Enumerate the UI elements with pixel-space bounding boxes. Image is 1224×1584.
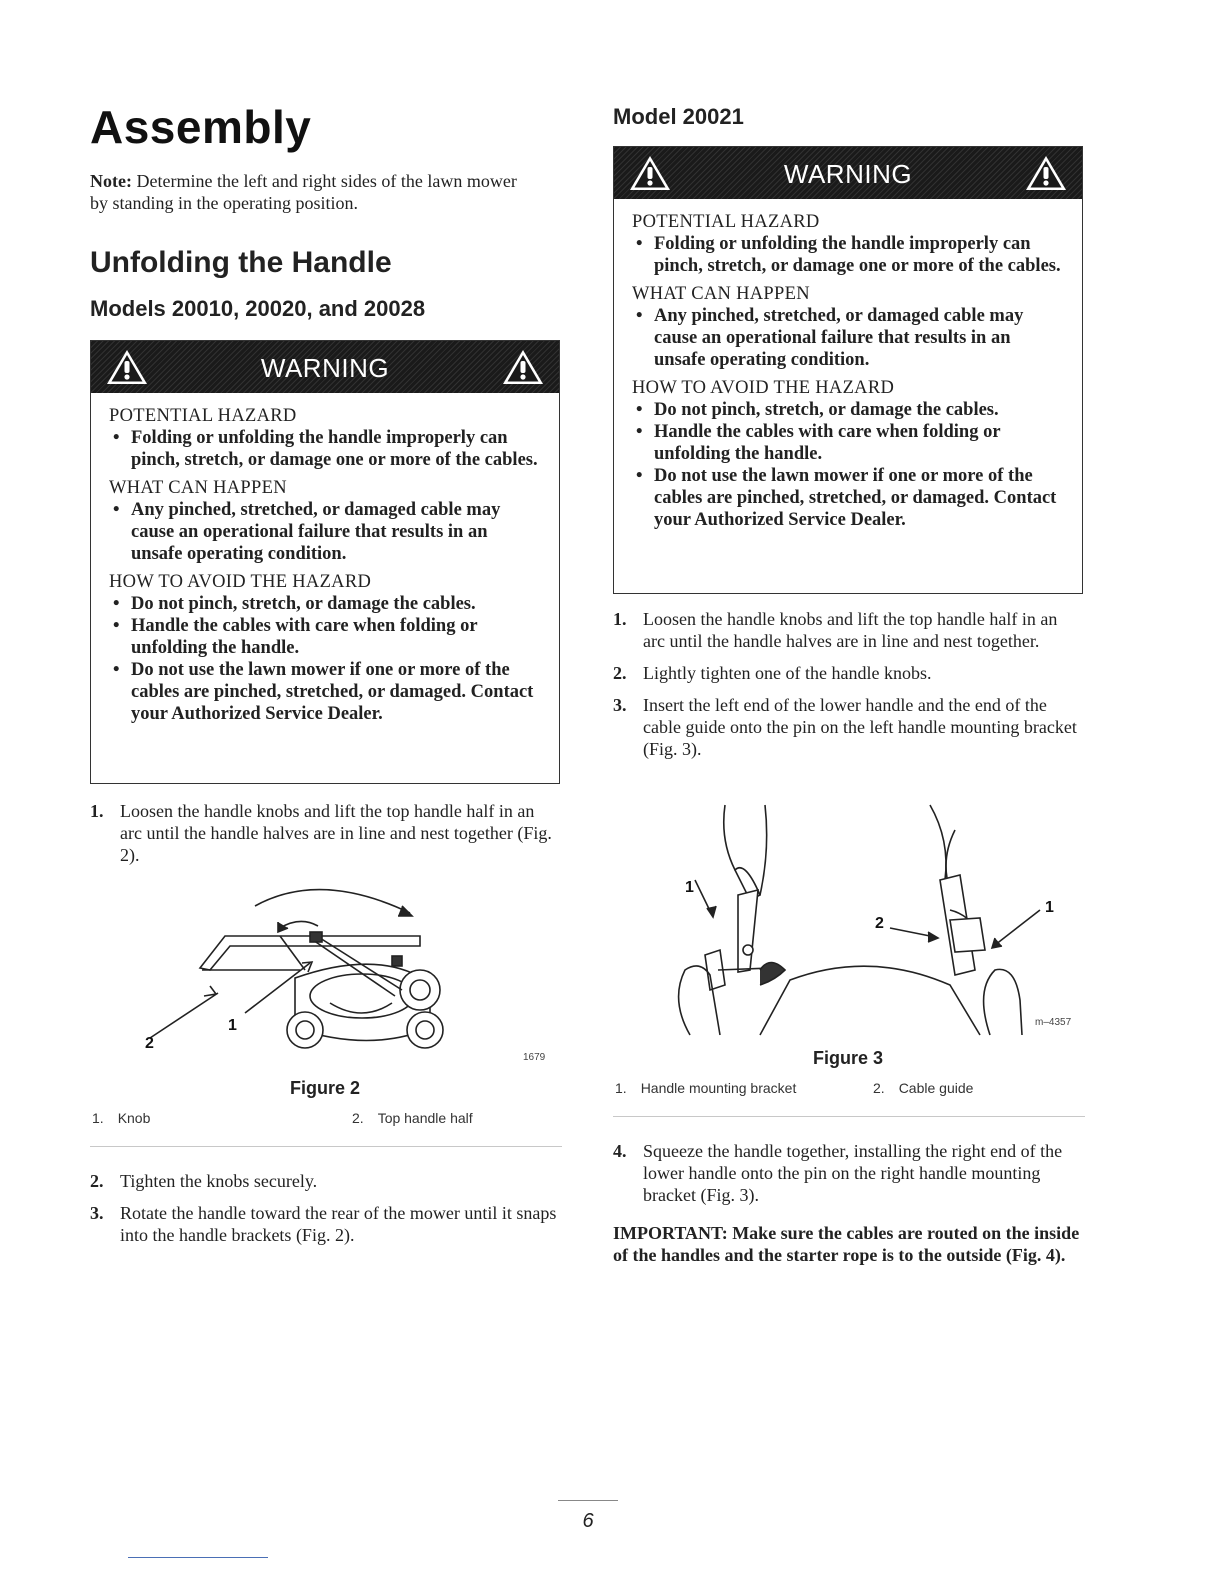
right-steps-a xyxy=(613,608,1083,770)
warning-banner xyxy=(91,341,559,393)
right-steps-b xyxy=(613,1140,1083,1216)
legend-item: 2. Cable guide xyxy=(873,1080,974,1096)
note-text: Determine the left and right sides of the lawn mower by standing in the operating position. xyxy=(90,171,517,213)
avoid-item: • Do not pinch, stretch, or damage the cables. xyxy=(109,593,541,615)
page-title: Assembly xyxy=(90,101,312,153)
happen-heading: WHAT CAN HAPPEN xyxy=(109,478,287,498)
figure-2-caption: Figure 2 xyxy=(289,1078,360,1098)
left-warning-box xyxy=(90,340,560,784)
step-item xyxy=(613,694,1083,760)
avoid-item: • Do not use the lawn mower if one or more of the cables are pinched, stretched, or damaged. Contact your Authorized Service Dealer. xyxy=(109,659,541,725)
hazard-item: • Folding or unfolding the handle improperly can pinch, stretch, or damage one or more of the cables. xyxy=(109,427,541,471)
important-note: IMPORTANT: Make sure the cables are routed on the inside of the handles and the starter rope is to the outside (Fig. 4). xyxy=(613,1223,1080,1265)
step-text: Lightly tighten one of the handle knobs. xyxy=(643,663,932,683)
intro-note xyxy=(90,170,530,214)
figure-id: m–4357 xyxy=(1035,1017,1072,1028)
warning-triangle-icon xyxy=(501,348,545,386)
avoid-heading: HOW TO AVOID THE HAZARD xyxy=(632,378,895,398)
step-text: Squeeze the handle together, installing the right end of the lower handle onto the pin on the right handle mounting bracket (Fig. 3). xyxy=(643,1141,1063,1205)
step-number: 2. xyxy=(613,663,627,683)
page-number: 6 xyxy=(582,1510,594,1532)
happen-item: • Any pinched, stretched, or damaged cable may cause an operational failure that results in an unsafe operating condition. xyxy=(109,499,541,565)
left-subtitle: Models 20010, 20020, and 20028 xyxy=(90,296,426,321)
hazard-heading: POTENTIAL HAZARD xyxy=(109,406,297,426)
avoid-item: • Do not use the lawn mower if one or more of the cables are pinched, stretched, or damaged. Contact your Authorized Service Dealer. xyxy=(632,465,1064,531)
divider xyxy=(90,1146,562,1147)
hazard-item: • Folding or unfolding the handle improperly can pinch, stretch, or damage one or more of the cables. xyxy=(632,233,1064,277)
step-number: 2. xyxy=(90,1171,104,1191)
avoid-heading: HOW TO AVOID THE HAZARD xyxy=(109,572,372,592)
page-number-rule xyxy=(558,1500,618,1501)
step-text: Tighten the knobs securely. xyxy=(120,1171,318,1191)
happen-item: • Any pinched, stretched, or damaged cable may cause an operational failure that results in an unsafe operating condition. xyxy=(632,305,1064,371)
divider xyxy=(613,1116,1085,1117)
avoid-item: • Do not pinch, stretch, or damage the cables. xyxy=(632,399,1064,421)
legend-item: 2. Top handle half xyxy=(352,1110,473,1126)
warning-title: WARNING xyxy=(260,353,390,383)
step-number: 3. xyxy=(613,695,627,715)
step-text: Loosen the handle knobs and lift the top handle half in an arc until the handle halves are in line and nest together (Fig. 2). xyxy=(120,801,552,865)
avoid-item: • Handle the cables with care when folding or unfolding the handle. xyxy=(632,421,1064,465)
callout-2: 2 xyxy=(145,1035,154,1052)
happen-heading: WHAT CAN HAPPEN xyxy=(632,284,810,304)
hazard-heading: POTENTIAL HAZARD xyxy=(632,212,820,232)
section-title: Unfolding the Handle xyxy=(90,246,392,279)
note-label: Note: xyxy=(90,171,132,191)
step-item xyxy=(613,608,1083,652)
figure-2-illustration xyxy=(130,878,560,1068)
warning-triangle-icon xyxy=(1024,154,1068,192)
callout-1: 1 xyxy=(685,879,694,896)
warning-title: WARNING xyxy=(783,159,913,189)
warning-triangle-icon xyxy=(105,348,149,386)
step-number: 1. xyxy=(613,609,627,629)
step-number: 4. xyxy=(613,1141,627,1161)
callout-2: 2 xyxy=(875,915,884,932)
figure-id: 1679 xyxy=(523,1052,546,1063)
step-item xyxy=(613,1140,1083,1206)
step-text: Loosen the handle knobs and lift the top handle half in an arc until the handle halves are in line and nest together. xyxy=(643,609,1058,651)
footer-link-line xyxy=(128,1557,268,1558)
step-item xyxy=(90,800,560,866)
left-steps-b xyxy=(90,1170,560,1256)
left-steps-a xyxy=(90,800,560,876)
legend-item: 1. Handle mounting bracket xyxy=(615,1080,797,1096)
figure-3-illustration xyxy=(650,800,1090,1040)
avoid-item: • Handle the cables with care when folding or unfolding the handle. xyxy=(109,615,541,659)
step-item xyxy=(90,1170,560,1192)
warning-banner xyxy=(614,147,1082,199)
figure-3-caption: Figure 3 xyxy=(812,1048,883,1068)
warning-triangle-icon xyxy=(628,154,672,192)
step-number: 1. xyxy=(90,801,104,821)
step-item xyxy=(90,1202,560,1246)
right-subtitle: Model 20021 xyxy=(613,104,744,129)
step-number: 3. xyxy=(90,1203,104,1223)
step-text: Rotate the handle toward the rear of the mower until it snaps into the handle brackets (Fig. 2). xyxy=(120,1203,557,1245)
callout-1: 1 xyxy=(228,1017,237,1034)
step-text: Insert the left end of the lower handle and the end of the cable guide onto the pin on the left handle mounting bracket (Fig. 3). xyxy=(643,695,1077,759)
step-item xyxy=(613,662,1083,684)
legend-item: 1. Knob xyxy=(92,1110,151,1126)
callout-1: 1 xyxy=(1045,899,1054,916)
right-warning-box xyxy=(613,146,1083,594)
